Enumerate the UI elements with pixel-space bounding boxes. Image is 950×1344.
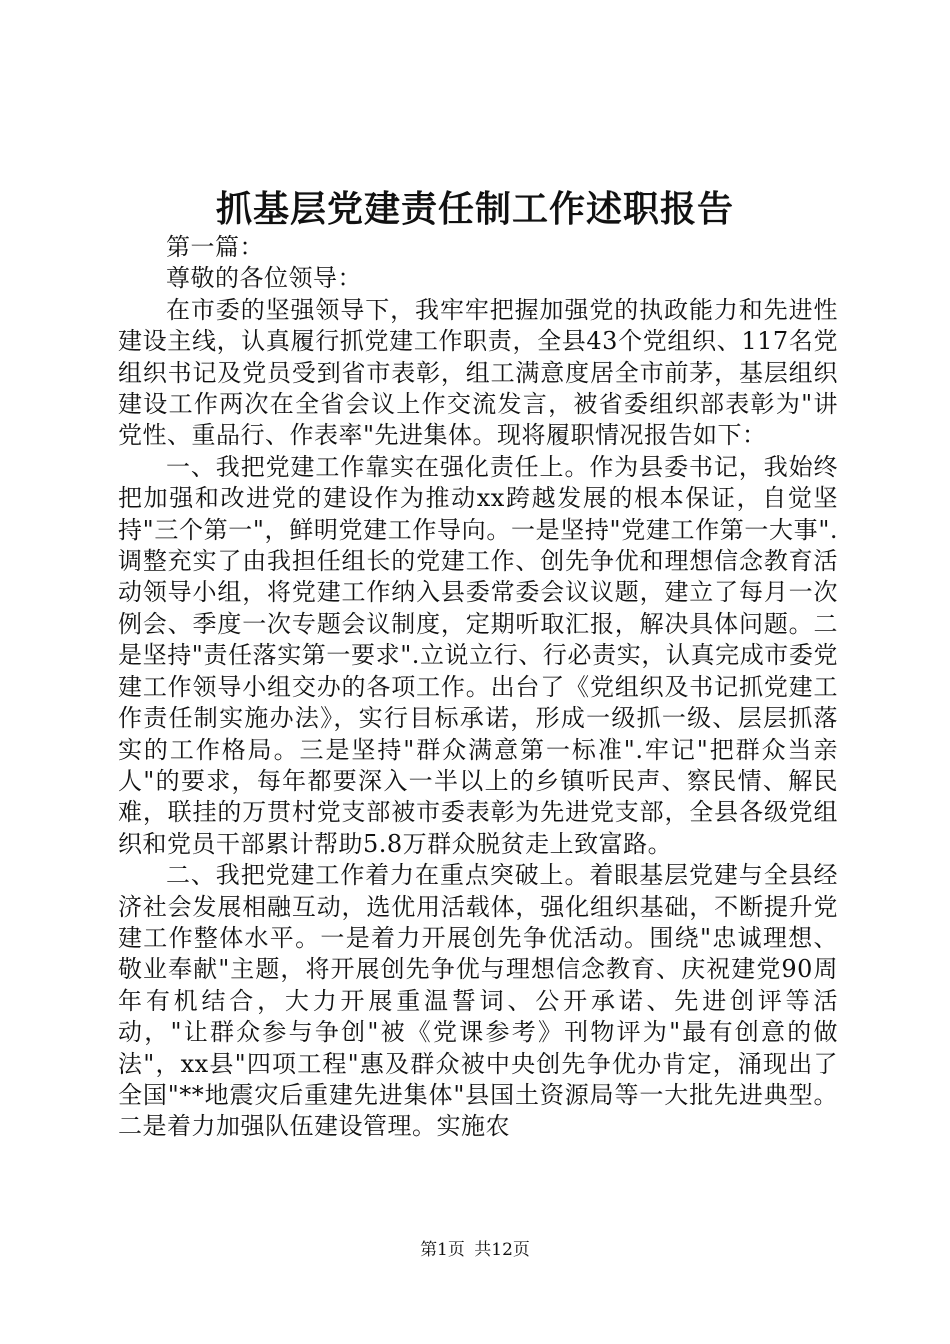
page-footer — [0, 1238, 950, 1262]
body-paragraph: 一、我把党建工作靠实在强化责任上。作为县委书记，我始终把加强和改进党的建设作为推动xx跨越发展的根本保证，自觉坚持"三个第一"，鲜明党建工作导向。一是坚持"党建工作第一大事".调整充实了由我担任组长的党建工作、创先争优和理想信念教育活动领导小组，将党建工作纳入县委常委会议议题，建立了每月一次例会、季度一次专题会议制度，定期听取汇报，解决具体问题。二是坚持"责任落实第一要求".立说立行、行必责实，认真完成市委党建工作领导小组交办的各项工作。出台了《党组织及书记抓党建工作责任制实施办法》，实行目标承诺，形成一级抓一级、层层抓落实的工作格局。三是坚持"群众满意第一标准".牢记"把群众当亲人"的要求，每年都要深入一半以上的乡镇听民声、察民情、解民难，联挂的万贯村党支部被市委表彰为先进党支部，全县各级党组织和党员干部累计帮助5.8万群众脱贫走上致富路。 — [118, 452, 838, 858]
document-title: 抓基层党建责任制工作述职报告 — [215, 188, 734, 230]
document-body — [118, 232, 838, 1143]
body-paragraph: 二、我把党建工作着力在重点突破上。着眼基层党建与全县经济社会发展相融互动，选优用活载体，强化组织基础，不断提升党建工作整体水平。一是着力开展创先争优活动。围绕"忠诚理想、敬业奉献"主题，将开展创先争优与理想信念教育、庆祝建党90周年有机结合，大力开展重温誓词、公开承诺、先进创评等活动，"让群众参与争创"被《党课参考》刊物评为"最有创意的做法"，xx县"四项工程"惠及群众被中央创先争优办肯定，涌现出了全国"**地震灾后重建先进集体"县国土资源局等一大批先进典型。二是着力加强队伍建设管理。实施农 — [118, 861, 838, 1141]
page-number: 第1页 — [420, 1240, 465, 1260]
page-total: 共12页 — [474, 1240, 530, 1260]
body-paragraph: 在市委的坚强领导下，我牢牢把握加强党的执政能力和先进性建设主线，认真履行抓党建工作职责，全县43个党组织、117名党组织书记及党员受到省市表彰，组工满意度居全市前茅，基层组织建设工作两次在全省会议上作交流发言，被省委组织部表彰为"讲党性、重品行、作表率"先进集体。现将履职情况报告如下： — [118, 295, 838, 450]
section-heading: 第一篇： — [166, 233, 264, 261]
salutation: 尊敬的各位领导： — [166, 264, 362, 293]
